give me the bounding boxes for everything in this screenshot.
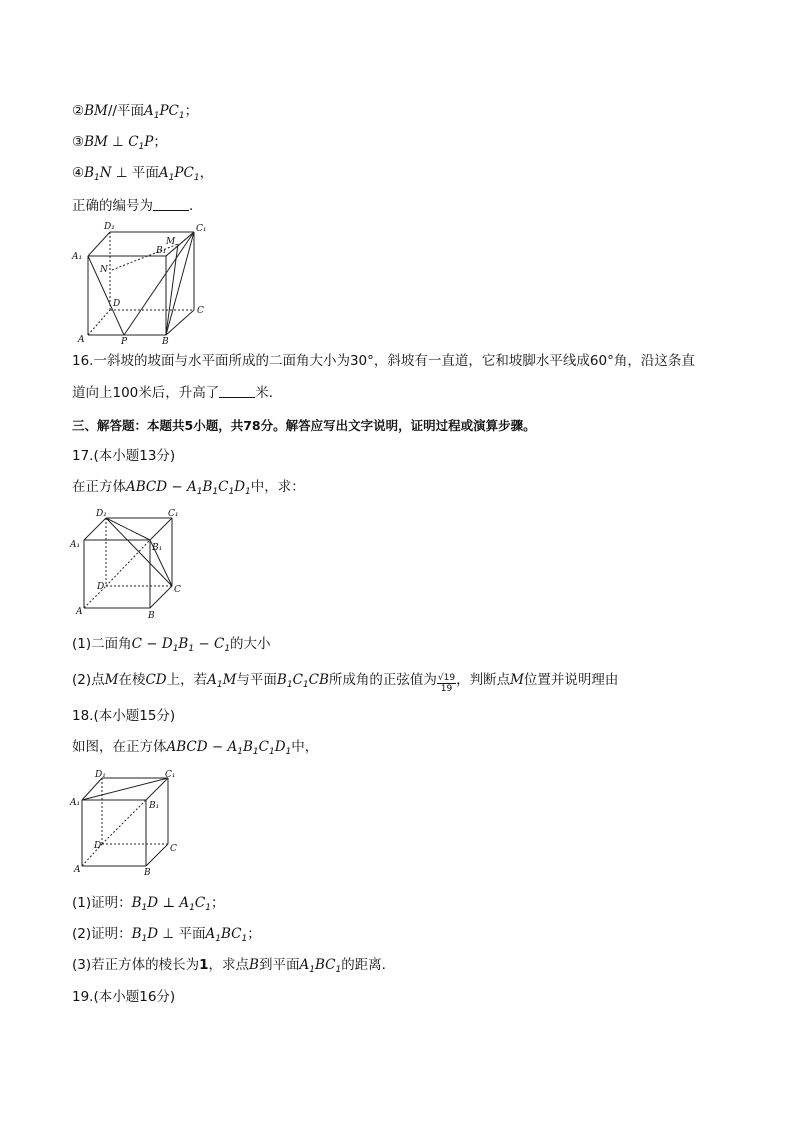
q18-header: 18.(本小题15分): [72, 708, 176, 724]
label-C1: C₁: [196, 224, 207, 234]
answer-blank: [153, 198, 189, 211]
label-A: A: [76, 607, 83, 617]
label-B: B: [162, 337, 169, 347]
answer-blank: [219, 385, 255, 398]
label-N: N: [100, 265, 108, 275]
label-D1: D₁: [95, 770, 106, 780]
label-B: B: [148, 611, 155, 621]
q17-intro: 在正方体ABCD − $A_1B_1C_1D_1$中，求：: [72, 479, 305, 497]
q18-part-1: (1)证明：$B_1D$ ⊥ $A_1C_1$；: [72, 895, 225, 913]
label-A: A: [78, 335, 85, 345]
q15-item-4: $④B_1N$ ⊥ 平面$A_1PC_1$，: [72, 165, 214, 183]
q18-part-2: (2)证明：$B_1D$ ⊥ 平面$A_1BC_1$；: [72, 926, 261, 944]
label-C1: C₁: [168, 509, 179, 519]
label-D1: D₁: [104, 222, 115, 232]
label-B: B: [144, 868, 151, 878]
q17-cube-figure: [70, 506, 190, 621]
q16-line-1: 16.一斜坡的坡面与水平面所成的二面角大小为30°，斜坡有一直道，它和坡脚水平线成60°角，沿这条直: [72, 353, 695, 369]
q16-line-2: 道向上100米后，升高了 米．: [72, 385, 283, 401]
label-M: M: [166, 237, 176, 247]
q18-intro: 如图，在正方体ABCD − $A_1B_1C_1D_1$中，: [72, 739, 319, 757]
label-D: D: [97, 582, 105, 592]
q15-cube-figure: [70, 220, 210, 345]
label-D: D: [113, 299, 121, 309]
label-B1: B₁: [149, 801, 160, 811]
label-D1: D₁: [96, 509, 107, 519]
label-B1: B₁: [156, 246, 167, 256]
fraction: $\frac{√19}{19}$: [437, 673, 456, 694]
label-A1: A₁: [70, 540, 81, 550]
q17-header: 17.(本小题13分): [72, 448, 176, 464]
label-A1: A₁: [72, 252, 83, 262]
label-C1: C₁: [165, 770, 176, 780]
q18-part-3: (3)若正方体的棱长为1，求点B到平面$A_1BC_1$的距离．: [72, 957, 396, 975]
label-C: C: [174, 585, 181, 595]
label-P: P: [121, 337, 128, 347]
label-B1: B₁: [152, 543, 163, 553]
q15-item-2: ②BM//平面$A_1PC_1$；: [72, 103, 199, 121]
label-A1: A₁: [70, 798, 81, 808]
q17-part-1: (1)二面角$C - D_1B_1 - C_1$的大小: [72, 636, 271, 654]
label-C: C: [197, 306, 204, 316]
q17-part-2: (2)点M在棱CD上，若$A_1M$与平面$B_1C_1CB$所成角的正弦值为 $\frac{√19}{19}$ ，判断点M位置并说明理由: [72, 672, 619, 694]
section-3-heading: 三、解答题：本题共5小题，共78分。解答应写出文字说明，证明过程或演算步骤。: [72, 418, 536, 433]
label-C: C: [170, 844, 177, 854]
label-D: D: [94, 841, 102, 851]
label-A: A: [74, 865, 81, 875]
q18-cube-figure: [70, 768, 190, 878]
q19-header: 19.(本小题16分): [72, 989, 176, 1005]
q15-item-3: ③BM ⊥ $C_1P$；: [72, 134, 167, 152]
q15-answer-prompt: 正确的编号为 ．: [72, 198, 203, 214]
